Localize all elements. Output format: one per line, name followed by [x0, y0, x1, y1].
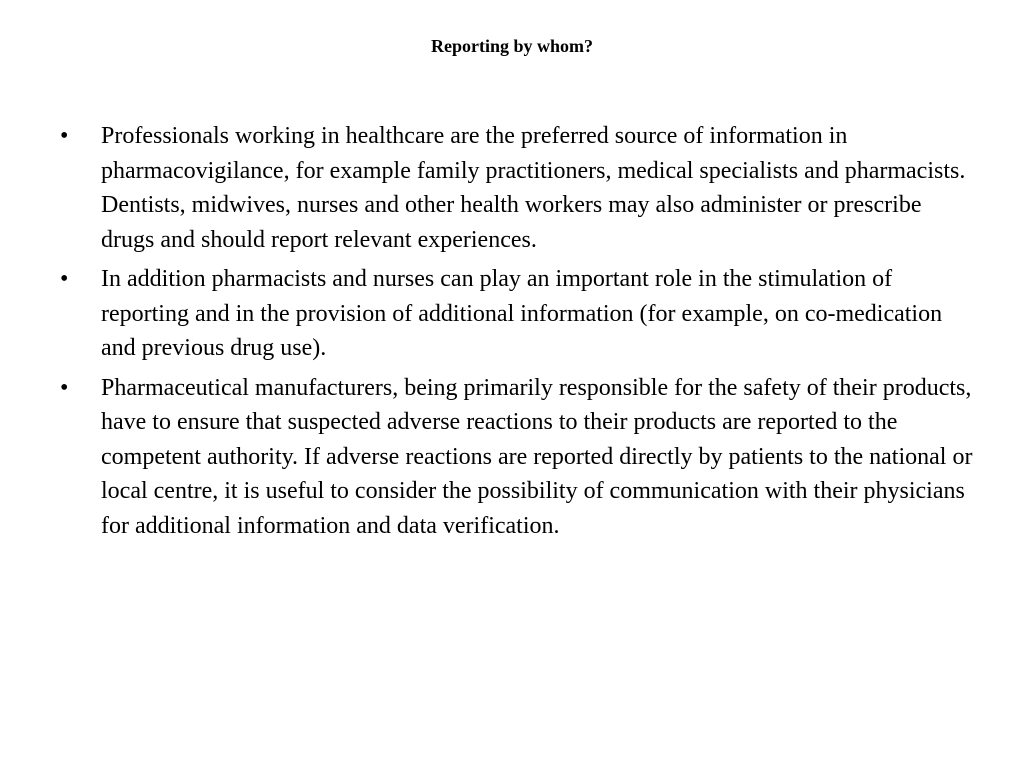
bullet-text: In addition pharmacists and nurses can play an important role in the stimulation of reporting and in the provision of additional information (for example, on co-medication and previous drug use). [101, 266, 943, 361]
slide-title: Reporting by whom? [430, 36, 593, 56]
bullet-icon: • [60, 266, 69, 292]
bullet-icon: • [60, 123, 69, 149]
bullet-item-manufacturers [60, 371, 980, 544]
bullet-icon: • [60, 374, 69, 401]
bullet-item-healthcare-professionals [60, 119, 980, 257]
bullet-text: Pharmaceutical manufacturers, being primarily responsible for the safety of their products, have to ensure that suspected adverse reactions to their products are reported to the competent authority. If adverse reactions are reported directly by patients to the national or local centre, it is useful to consider the possibility of communication with their physicians for additional information and data verification. [101, 374, 973, 539]
bullet-item-pharmacists-nurses [60, 262, 980, 366]
bullet-list [60, 119, 980, 548]
bullet-text: Professionals working in healthcare are the preferred source of information in pharmacovigilance, for example family practitioners, medical specialists and pharmacists. Dentists, midwives, nurses and other health workers may also administer or prescribe drugs and should report relevant experiences. [101, 123, 966, 253]
